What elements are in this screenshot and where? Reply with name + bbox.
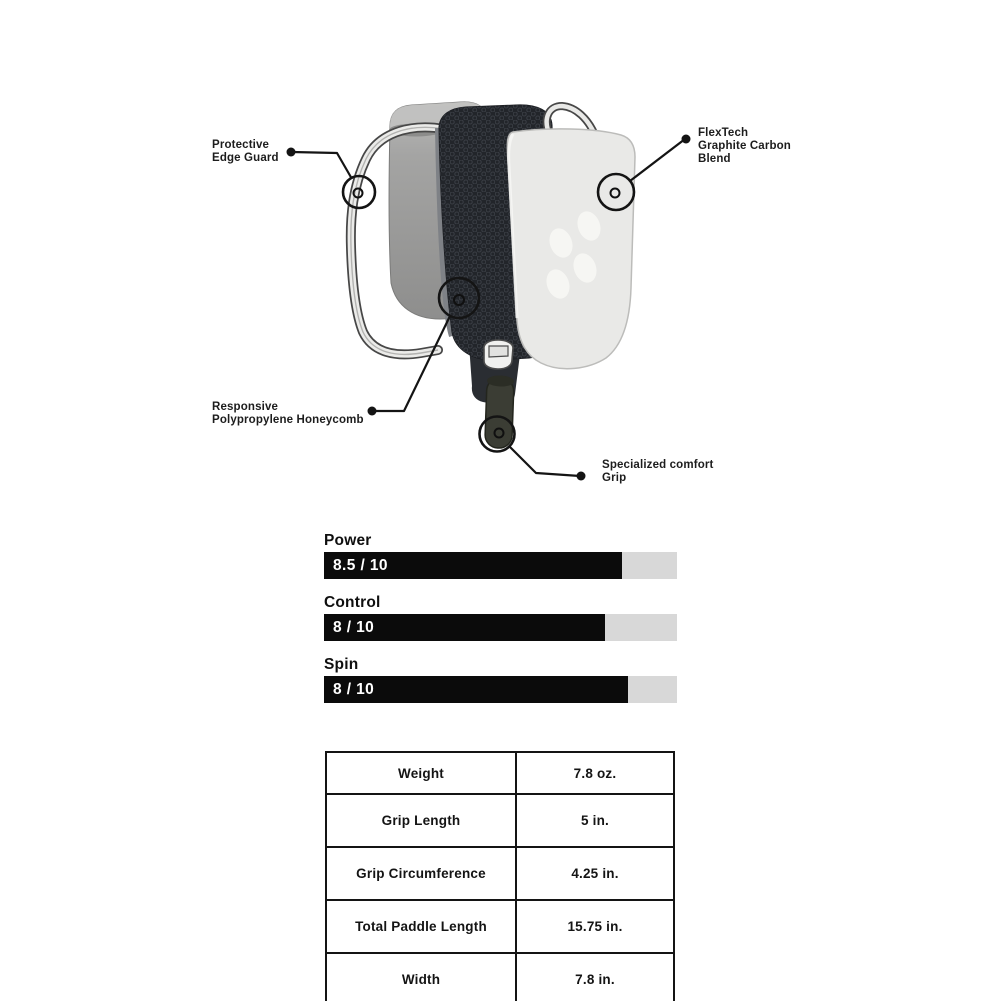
callout-line: Responsive — [212, 401, 279, 413]
spec-label: Width — [326, 953, 516, 1001]
callout-line: FlexTech — [698, 127, 749, 139]
rating-value: 8.5 / 10 — [333, 556, 388, 574]
spec-value: 15.75 in. — [516, 900, 674, 953]
callout-line: Polypropylene Honeycomb — [212, 414, 364, 426]
callout-line: Grip — [602, 472, 627, 484]
table-row — [326, 794, 674, 847]
rating-bar-fill — [324, 676, 628, 703]
table-row — [326, 847, 674, 900]
rating-label: Spin — [324, 656, 359, 673]
spec-value: 7.8 oz. — [516, 752, 674, 794]
rating-bar-fill — [324, 614, 605, 641]
spec-table — [325, 751, 675, 1001]
spec-label: Weight — [326, 752, 516, 794]
rating-value: 8 / 10 — [333, 618, 375, 636]
callout-label-honeycomb-core — [212, 401, 364, 427]
rating-value: 8 / 10 — [333, 680, 375, 698]
callout-line: Blend — [698, 153, 731, 165]
spec-label: Grip Length — [326, 794, 516, 847]
rating-label: Control — [324, 594, 381, 611]
rating-spin — [324, 656, 677, 703]
callout-line: Edge Guard — [212, 152, 279, 164]
callout-line: Graphite Carbon — [698, 140, 791, 152]
callout-label-comfort-grip — [602, 459, 714, 485]
grip-bracket — [484, 340, 513, 369]
rating-bars-section — [324, 532, 677, 718]
table-row — [326, 900, 674, 953]
paddle-face — [507, 129, 635, 369]
rating-bar-track — [324, 552, 677, 579]
spec-label: Grip Circumference — [326, 847, 516, 900]
spec-value: 4.25 in. — [516, 847, 674, 900]
callout-label-edge-guard — [212, 139, 279, 165]
callout-label-face-material — [698, 127, 791, 166]
rating-power — [324, 532, 677, 579]
rating-bar-track — [324, 614, 677, 641]
rating-label: Power — [324, 532, 372, 549]
spec-value: 7.8 in. — [516, 953, 674, 1001]
callout-line: Specialized comfort — [602, 459, 714, 471]
rating-control — [324, 594, 677, 641]
spec-value: 5 in. — [516, 794, 674, 847]
table-row — [326, 953, 674, 1001]
callout-line: Protective — [212, 139, 270, 151]
rating-bar-track — [324, 676, 677, 703]
rating-bar-fill — [324, 552, 622, 579]
spec-label: Total Paddle Length — [326, 900, 516, 953]
table-row — [326, 752, 674, 794]
